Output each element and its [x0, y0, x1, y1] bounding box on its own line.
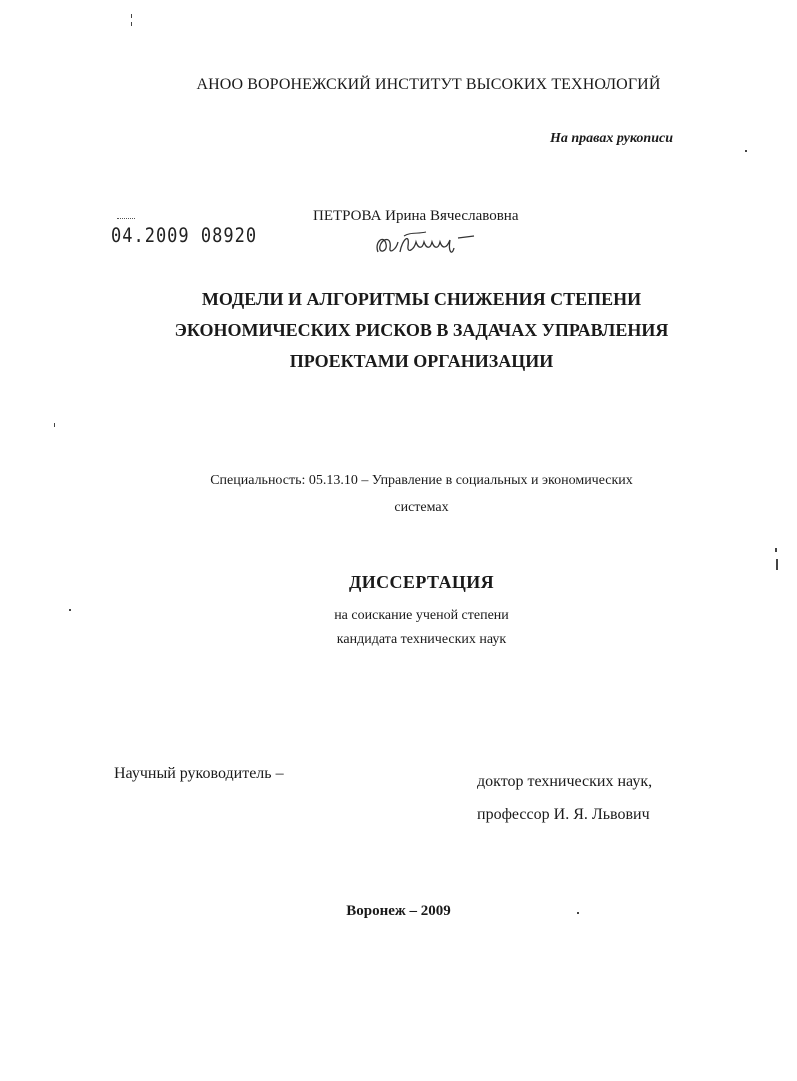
specialty-line: Специальность: 05.13.10 – Управление в социальных и экономических	[210, 473, 633, 488]
author-signature	[370, 222, 480, 263]
stamp-mark	[117, 218, 135, 219]
specialty-block	[0, 467, 797, 521]
title-line: МОДЕЛИ И АЛГОРИТМЫ СНИЖЕНИЯ СТЕПЕНИ	[201, 289, 642, 309]
scan-speck	[54, 423, 55, 427]
title-line: ЭКОНОМИЧЕСКИХ РИСКОВ В ЗАДАЧАХ УПРАВЛЕНИЯ	[174, 320, 669, 340]
scan-speck	[775, 548, 777, 552]
degree-line: на соискание ученой степени	[334, 608, 509, 623]
scan-speck	[131, 22, 132, 26]
author-name: ПЕТРОВА Ирина Вячеславовна	[313, 208, 519, 224]
advisor-degree: доктор технических наук,	[477, 773, 653, 790]
degree-block	[0, 604, 797, 652]
advisor-name: профессор И. Я. Львович	[477, 806, 650, 823]
city-year: Воронеж – 2009	[346, 903, 451, 919]
specialty-line: системах	[394, 500, 449, 515]
archive-stamp-number: 04.2009 08920	[111, 224, 258, 248]
institute-name: АНОО ВОРОНЕЖСКИЙ ИНСТИТУТ ВЫСОКИХ ТЕХНОЛОГИЙ	[196, 76, 661, 93]
degree-line: кандидата технических наук	[336, 632, 507, 647]
advisor-details	[477, 765, 652, 831]
title-line: ПРОЕКТАМИ ОРГАНИЗАЦИИ	[289, 351, 554, 371]
dissertation-heading: ДИССЕРТАЦИЯ	[348, 572, 495, 592]
advisor-label: Научный руководитель –	[114, 765, 284, 782]
manuscript-rights-note: На правах рукописи	[550, 131, 673, 146]
dissertation-title	[0, 284, 797, 377]
scan-speck	[776, 559, 778, 570]
scan-speck	[131, 14, 132, 18]
scan-speck	[745, 150, 747, 152]
